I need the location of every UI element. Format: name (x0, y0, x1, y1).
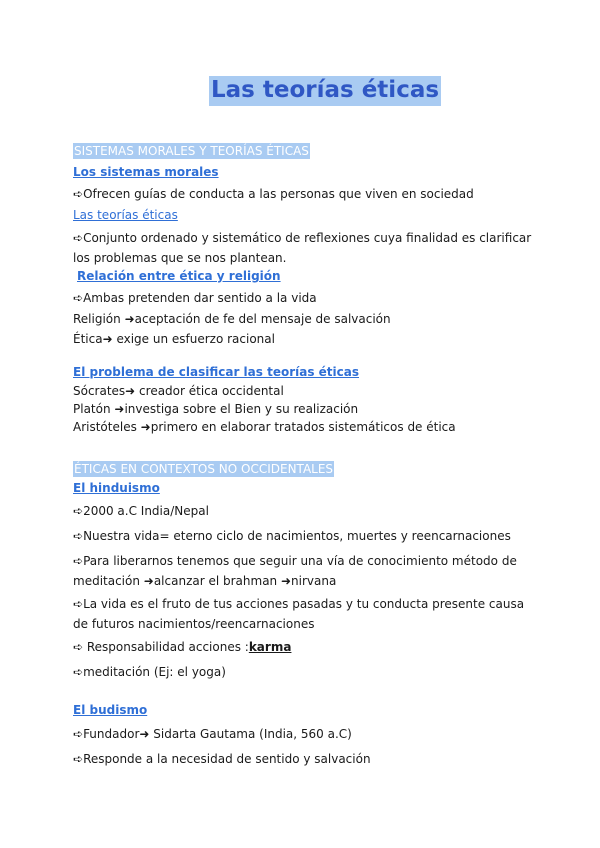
arrow-icon: ➪ (73, 727, 84, 741)
arrow-icon: ➪ (73, 665, 84, 679)
arrow-icon: ➪ (73, 554, 84, 568)
arrow-icon: ➪ (73, 597, 84, 611)
bullet-line: ➪2000 a.C India/Nepal (73, 504, 209, 518)
text-line: Platón ➜investiga sobre el Bien y su realización (73, 402, 359, 416)
bullet-line: ➪Para liberarnos tenemos que seguir una vía de conocimiento método de (73, 554, 517, 568)
subheading-problema-clasificar: El problema de clasificar las teorías éticas (73, 365, 359, 379)
subheading-hinduismo: El hinduismo (73, 481, 160, 495)
arrow-icon: ➪ (73, 504, 84, 518)
text-line: Ética➜ exige un esfuerzo racional (73, 332, 275, 346)
bullet-line: ➪meditación (Ej: el yoga) (73, 665, 226, 679)
subheading-budismo: El budismo (73, 703, 148, 717)
page-title: Las teorías éticas (209, 76, 441, 106)
arrow-icon: ➪ (73, 187, 84, 201)
arrow-icon: ➪ (73, 291, 84, 305)
karma-term: karma (248, 640, 292, 654)
bullet-line: ➪Ofrecen guías de conducta a las personas que viven en sociedad (73, 187, 474, 201)
bullet-line: ➪ Responsabilidad acciones :karma (73, 640, 292, 654)
section-header-no-occidentales: ÉTICAS EN CONTEXTOS NO OCCIDENTALES (74, 462, 334, 476)
arrow-icon: ➪ (73, 529, 84, 543)
arrow-icon: ➪ (73, 640, 84, 654)
subheading-teorias-eticas: Las teorías éticas (73, 208, 178, 222)
bullet-line: ➪Ambas pretenden dar sentido a la vida (73, 291, 317, 305)
arrow-icon: ➪ (73, 752, 84, 766)
text-line: Sócrates➜ creador ética occidental (73, 384, 284, 398)
text-line: los problemas que se nos plantean. (73, 251, 287, 265)
text-line: meditación ➜alcanzar el brahman ➜nirvana (73, 574, 337, 588)
bullet-line: ➪Fundador➜ Sidarta Gautama (India, 560 a.C) (73, 727, 352, 741)
subheading-sistemas-morales: Los sistemas morales (73, 165, 219, 179)
subheading-relacion-etica-religion: Relación entre ética y religión (77, 269, 281, 283)
bullet-line: ➪La vida es el fruto de tus acciones pasadas y tu conducta presente causa (73, 597, 525, 611)
text-line: Aristóteles ➜primero en elaborar tratados sistemáticos de ética (73, 420, 456, 434)
bullet-line: ➪Nuestra vida= eterno ciclo de nacimientos, muertes y reencarnaciones (73, 529, 511, 543)
bullet-line: ➪Responde a la necesidad de sentido y salvación (73, 752, 371, 766)
section-header-sistemas: SISTEMAS MORALES Y TEORÍAS ÉTICAS (74, 144, 309, 158)
arrow-icon: ➪ (73, 231, 84, 245)
bullet-line: ➪Conjunto ordenado y sistemático de reflexiones cuya finalidad es clarificar (73, 231, 532, 245)
text-line: Religión ➜aceptación de fe del mensaje de salvación (73, 312, 391, 326)
text-line: de futuros nacimientos/reencarnaciones (73, 617, 315, 631)
